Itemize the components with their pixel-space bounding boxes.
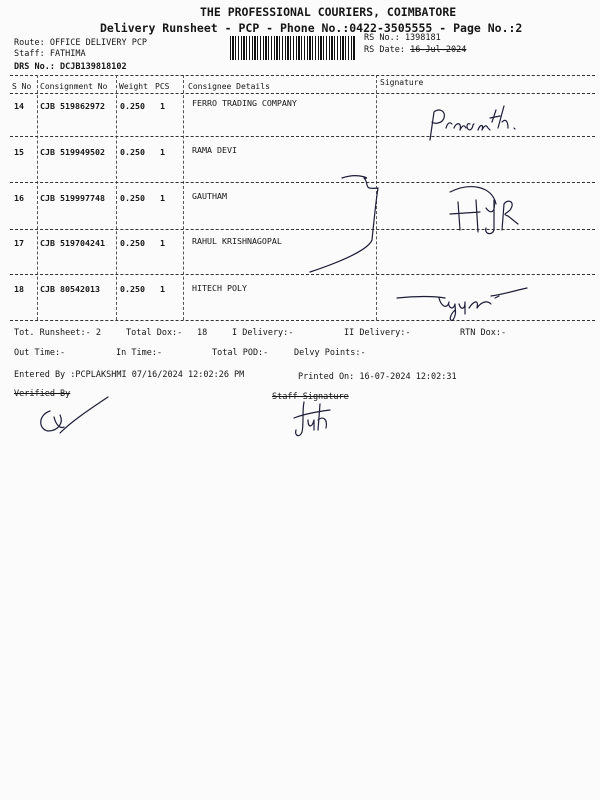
signature-prasanth	[420, 100, 540, 160]
total-dox-label: Total Dox:-	[126, 328, 183, 338]
total-pod: Total POD:-	[212, 348, 269, 358]
row-consignment: CJB 519997748	[40, 193, 105, 203]
i-delivery: I Delivery:-	[232, 328, 294, 338]
staff-label: Staff: FATHIMA	[14, 49, 86, 59]
row-weight: 0.250	[120, 147, 145, 157]
row-pcs: 1	[160, 238, 165, 248]
verified-signature	[30, 395, 120, 440]
row-weight: 0.250	[120, 101, 145, 111]
col-weight: Weight	[119, 82, 148, 91]
row-sno: 17	[14, 238, 24, 248]
row-consignee: FERRO TRADING COMPANY	[192, 98, 297, 108]
col-consignment: Consignment No	[40, 82, 108, 91]
signature-hitech	[395, 280, 535, 330]
in-time: In Time:-	[116, 348, 163, 358]
company-title: THE PROFESSIONAL COURIERS, COIMBATORE	[200, 5, 457, 19]
printed-on: Printed On: 16-07-2024 12:02:31	[298, 372, 457, 382]
row-pcs: 1	[160, 193, 165, 203]
row-consignee: HITECH POLY	[192, 283, 247, 293]
rs-number: RS No.: 1398181	[364, 33, 441, 43]
rs-date-label: RS Date:	[364, 45, 405, 55]
delvy-points: Delvy Points:-	[294, 348, 366, 358]
row-consignment: CJB 80542013	[40, 284, 100, 294]
staff-signature	[290, 398, 350, 443]
row-consignment: CJB 519862972	[40, 101, 105, 111]
col-consignee: Consignee Details	[188, 82, 270, 91]
signature-hjr	[300, 170, 540, 280]
total-dox-value: 18	[197, 328, 208, 338]
staff-signature-label: Staff Signature	[272, 392, 349, 402]
row-sno: 14	[14, 101, 24, 111]
row-pcs: 1	[160, 284, 165, 294]
ii-delivery: II Delivery:-	[344, 328, 411, 338]
row-pcs: 1	[160, 147, 165, 157]
rs-date-value: 16-Jul-2024	[410, 45, 467, 55]
verified-by-label: Verified By	[14, 389, 71, 399]
drs-number: DRS No.: DCJB139818102	[14, 62, 127, 72]
row-sno: 15	[14, 147, 24, 157]
row-consignee: RAMA DEVI	[192, 145, 237, 155]
col-pcs: PCS	[155, 82, 170, 91]
runsheet-title: Delivery Runsheet - PCP - Phone No.:0422-3505555 - Page No.:2	[100, 21, 523, 35]
row-sno: 16	[14, 193, 24, 203]
row-weight: 0.250	[120, 284, 145, 294]
row-weight: 0.250	[120, 238, 145, 248]
barcode	[230, 36, 356, 60]
total-runsheet: Tot. Runsheet:- 2	[14, 328, 101, 338]
col-sno: S No	[12, 82, 32, 91]
entered-by: Entered By :PCPLAKSHMI 07/16/2024 12:02:26 PM	[14, 370, 245, 380]
row-weight: 0.250	[120, 193, 145, 203]
row-consignee: RAHUL KRISHNAGOPAL	[192, 236, 282, 246]
row-consignment: CJB 519704241	[40, 238, 105, 248]
rtn-dox: RTN Dox:-	[460, 328, 507, 338]
out-time: Out Time:-	[14, 348, 66, 358]
row-consignee: GAUTHAM	[192, 191, 227, 201]
col-signature: Signature	[380, 78, 424, 87]
route-label: Route: OFFICE DELIVERY PCP	[14, 38, 148, 48]
row-sno: 18	[14, 284, 24, 294]
row-pcs: 1	[160, 101, 165, 111]
rs-date	[364, 45, 466, 55]
row-consignment: CJB 519949502	[40, 147, 105, 157]
